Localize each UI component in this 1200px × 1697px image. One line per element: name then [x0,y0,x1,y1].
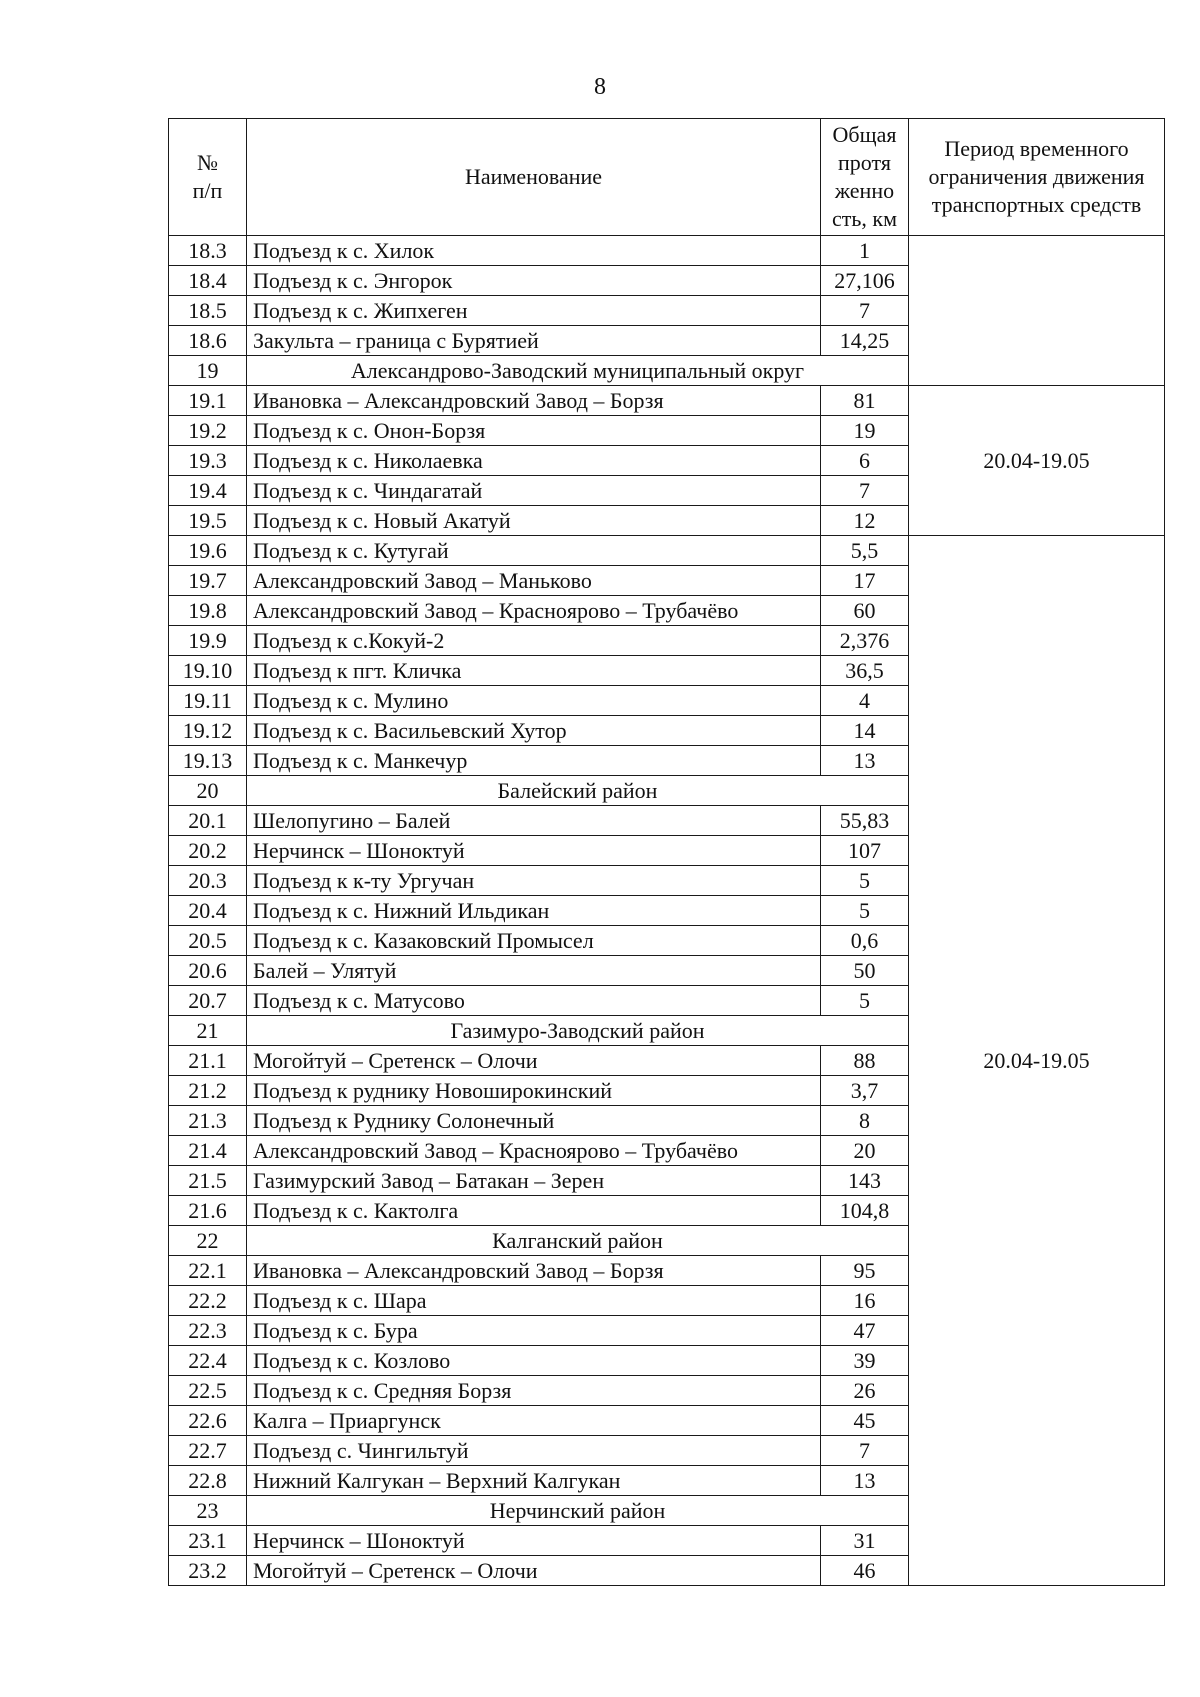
restriction-period: 20.04-19.05 [909,536,1165,1586]
road-length: 20 [821,1136,909,1166]
row-number: 20.3 [169,866,247,896]
road-length: 5,5 [821,536,909,566]
road-length: 31 [821,1526,909,1556]
table-header-row [169,119,1165,236]
row-number: 18.5 [169,296,247,326]
road-name: Александровский Завод – Маньково [247,566,821,596]
row-number: 22.2 [169,1286,247,1316]
road-name: Подъезд к Руднику Солонечный [247,1106,821,1136]
road-name: Подъезд к с. Новый Акатуй [247,506,821,536]
row-number: 22 [169,1226,247,1256]
road-name: Подъезд к с. Хилок [247,236,821,266]
road-name: Подъезд к с. Казаковский Промысел [247,926,821,956]
header-length-line: женно [834,178,895,203]
road-name: Подъезд к с. Жипхеген [247,296,821,326]
section-title: Калганский район [247,1226,909,1256]
row-number: 19.10 [169,656,247,686]
road-length: 45 [821,1406,909,1436]
road-name: Подъезд к руднику Новоширокинский [247,1076,821,1106]
road-name: Могойтуй – Сретенск – Олочи [247,1046,821,1076]
road-length: 143 [821,1166,909,1196]
row-number: 19.9 [169,626,247,656]
row-number: 19.12 [169,716,247,746]
road-name: Нерчинск – Шоноктуй [247,836,821,866]
row-number: 19.1 [169,386,247,416]
row-number: 21.1 [169,1046,247,1076]
table-row [169,236,1165,266]
section-title: Александрово-Заводский муниципальный округ [247,356,909,386]
row-number: 22.8 [169,1466,247,1496]
row-number: 20.1 [169,806,247,836]
road-name: Подъезд к с. Чиндагатай [247,476,821,506]
road-length: 8 [821,1106,909,1136]
row-number: 22.7 [169,1436,247,1466]
row-number: 20.4 [169,896,247,926]
row-number: 19.13 [169,746,247,776]
section-title: Газимуро-Заводский район [247,1016,909,1046]
road-length: 95 [821,1256,909,1286]
road-name: Нерчинск – Шоноктуй [247,1526,821,1556]
road-length: 14,25 [821,326,909,356]
header-name: Наименование [247,119,821,236]
road-length: 104,8 [821,1196,909,1226]
road-length: 55,83 [821,806,909,836]
header-period-line: ограничения движения [928,164,1145,189]
row-number: 22.3 [169,1316,247,1346]
table-row [169,386,1165,416]
row-number: 22.6 [169,1406,247,1436]
header-period [909,119,1165,236]
row-number: 20.7 [169,986,247,1016]
road-name: Подъезд к с. Мулино [247,686,821,716]
road-length: 3,7 [821,1076,909,1106]
road-length: 13 [821,1466,909,1496]
road-name: Александровский Завод – Краснoярово – Трубачёво [247,596,821,626]
road-name: Калга – Приаргунск [247,1406,821,1436]
row-number: 21.3 [169,1106,247,1136]
road-name: Подъезд к с. Кактолга [247,1196,821,1226]
header-num-line: п/п [192,178,223,203]
road-length: 7 [821,296,909,326]
road-name: Подъезд к к-ту Ургучан [247,866,821,896]
road-length: 60 [821,596,909,626]
row-number: 21.4 [169,1136,247,1166]
restriction-period: 20.04-19.05 [909,386,1165,536]
row-number: 23.1 [169,1526,247,1556]
road-length: 88 [821,1046,909,1076]
row-number: 19.3 [169,446,247,476]
road-name: Подъезд к с.Кокуй-2 [247,626,821,656]
header-num [169,119,247,236]
row-number: 20.2 [169,836,247,866]
row-number: 18.3 [169,236,247,266]
road-name: Балей – Улятуй [247,956,821,986]
road-name: Нижний Калгукан – Верхний Калгукан [247,1466,821,1496]
row-number: 19 [169,356,247,386]
road-length: 12 [821,506,909,536]
road-name: Газимурский Завод – Батакан – Зерен [247,1166,821,1196]
road-length: 107 [821,836,909,866]
header-period-line: транспортных средств [931,192,1142,217]
header-period-line: Период временного [944,136,1129,161]
header-length-line: сть, км [831,206,898,231]
road-length: 16 [821,1286,909,1316]
road-name: Шелопугино – Балей [247,806,821,836]
road-length: 7 [821,1436,909,1466]
road-name: Подъезд к с. Манкечур [247,746,821,776]
road-length: 5 [821,896,909,926]
road-name: Подъезд к с. Козлово [247,1346,821,1376]
row-number: 21.5 [169,1166,247,1196]
road-name: Подъезд к пгт. Кличка [247,656,821,686]
row-number: 21 [169,1016,247,1046]
row-number: 18.6 [169,326,247,356]
road-length: 46 [821,1556,909,1586]
row-number: 22.1 [169,1256,247,1286]
row-number: 19.11 [169,686,247,716]
road-length: 2,376 [821,626,909,656]
row-number: 23 [169,1496,247,1526]
road-name: Подъезд к с. Николаевка [247,446,821,476]
header-num-line: № [197,150,218,175]
road-name: Александровский Завод – Красноярово – Трубачёво [247,1136,821,1166]
row-number: 19.6 [169,536,247,566]
road-length: 6 [821,446,909,476]
road-name: Подъезд к с. Средняя Борзя [247,1376,821,1406]
road-length: 7 [821,476,909,506]
road-name: Подъезд к с. Онон-Борзя [247,416,821,446]
road-name: Подъезд к с. Энгорок [247,266,821,296]
restrictions-table [168,118,1165,1586]
row-number: 21.6 [169,1196,247,1226]
road-length: 0,6 [821,926,909,956]
road-name: Подъезд к с. Матусово [247,986,821,1016]
row-number: 19.4 [169,476,247,506]
header-length-line: Общая [832,122,897,147]
road-length: 5 [821,866,909,896]
row-number: 20.5 [169,926,247,956]
page-number: 8 [594,74,606,100]
row-number: 19.5 [169,506,247,536]
road-name: Ивановка – Александровский Завод – Борзя [247,386,821,416]
road-name: Могойтуй – Сретенск – Олочи [247,1556,821,1586]
section-title: Нерчинский район [247,1496,909,1526]
row-number: 23.2 [169,1556,247,1586]
row-number: 22.4 [169,1346,247,1376]
road-length: 36,5 [821,656,909,686]
section-title: Балейский район [247,776,909,806]
row-number: 20 [169,776,247,806]
road-length: 17 [821,566,909,596]
header-length [821,119,909,236]
row-number: 19.2 [169,416,247,446]
period-cell-empty [909,236,1165,386]
road-length: 39 [821,1346,909,1376]
road-length: 4 [821,686,909,716]
road-length: 26 [821,1376,909,1406]
road-length: 27,106 [821,266,909,296]
road-name: Закульта – граница с Бурятией [247,326,821,356]
row-number: 20.6 [169,956,247,986]
table-row [169,536,1165,566]
road-length: 47 [821,1316,909,1346]
road-length: 5 [821,986,909,1016]
row-number: 19.7 [169,566,247,596]
row-number: 21.2 [169,1076,247,1106]
road-length: 13 [821,746,909,776]
road-length: 50 [821,956,909,986]
road-name: Подъезд к с. Васильевский Хутор [247,716,821,746]
road-length: 81 [821,386,909,416]
road-name: Подъезд с. Чингильтуй [247,1436,821,1466]
table-body [169,236,1165,1586]
road-length: 14 [821,716,909,746]
road-name: Подъезд к с. Бура [247,1316,821,1346]
row-number: 19.8 [169,596,247,626]
row-number: 22.5 [169,1376,247,1406]
road-name: Подъезд к с. Нижний Ильдикан [247,896,821,926]
road-name: Подъезд к с. Шара [247,1286,821,1316]
row-number: 18.4 [169,266,247,296]
road-length: 19 [821,416,909,446]
road-name: Ивановка – Александровский Завод – Борзя [247,1256,821,1286]
road-length: 1 [821,236,909,266]
road-name: Подъезд к с. Кутугай [247,536,821,566]
header-length-line: протя [838,150,891,175]
